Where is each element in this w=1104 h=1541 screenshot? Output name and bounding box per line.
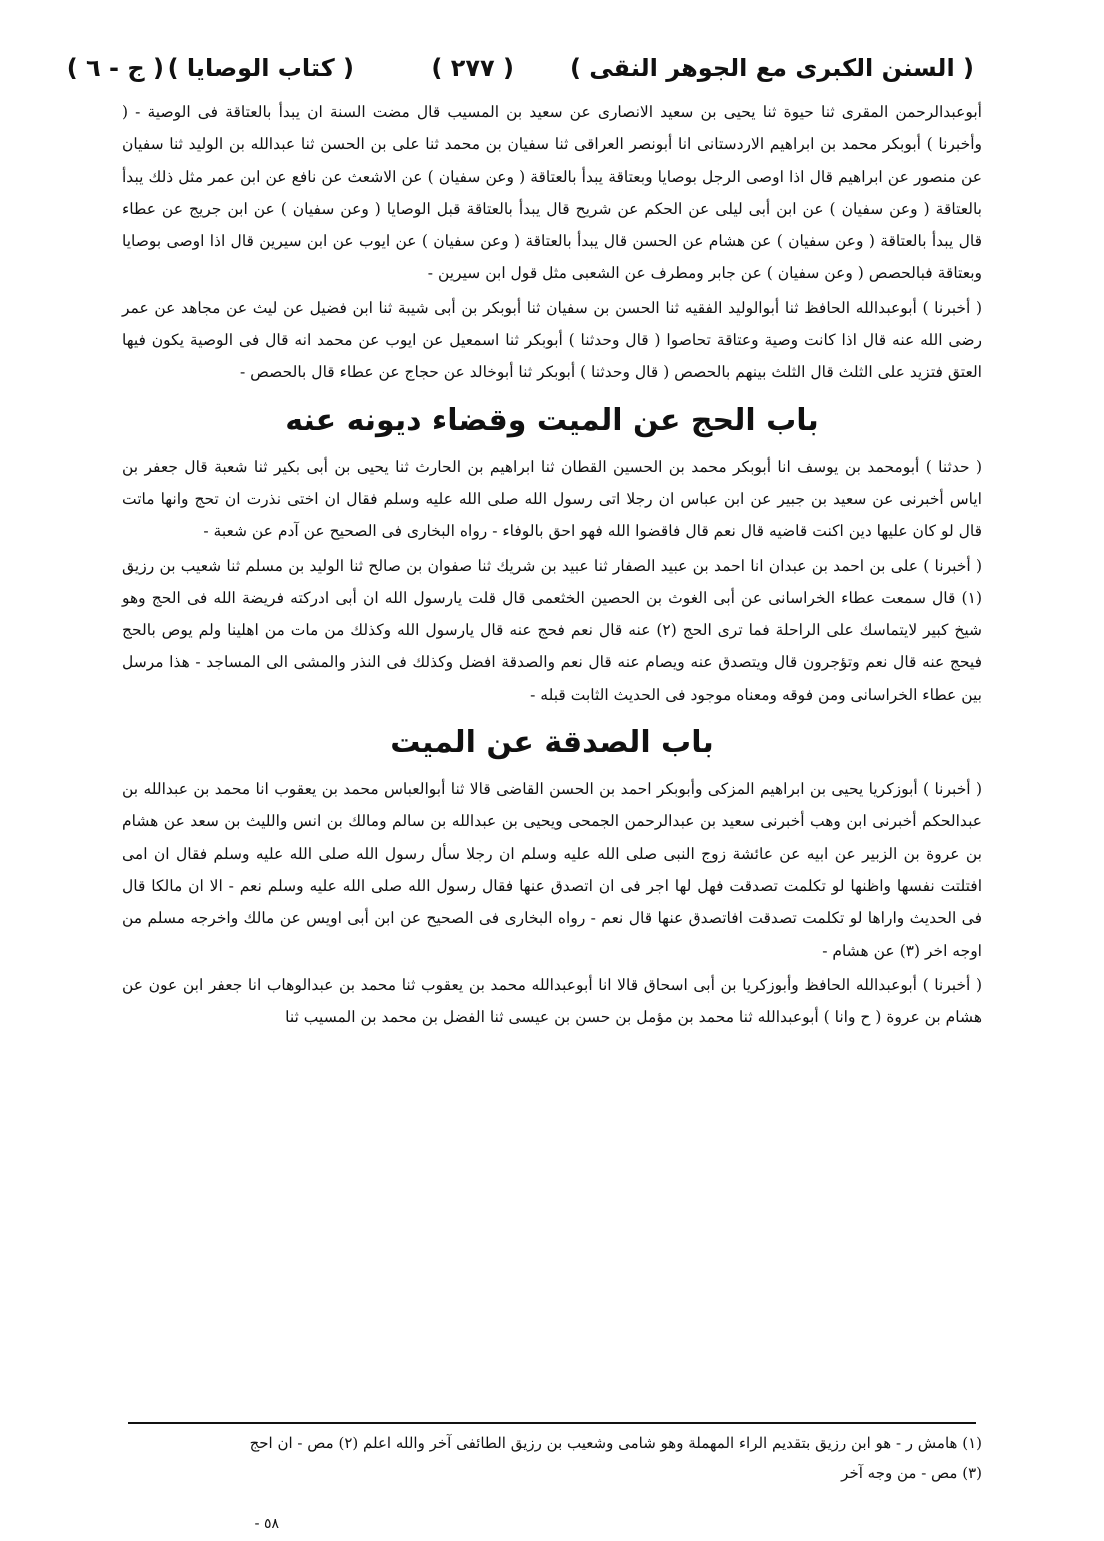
footnote-line: (٣) مص - من وجه آخر xyxy=(841,1464,982,1482)
main-text xyxy=(122,96,982,1033)
footnote-divider xyxy=(128,1422,976,1424)
section-heading-hajj: باب الحج عن الميت وقضاء ديونه عنه xyxy=(285,402,819,438)
paragraph: ( أخبرنا ) أبوعبدالله الحافظ ثنا أبوالوليد الفقيه ثنا الحسن بن سفيان ثنا أبوبكر بن أبى شيبة ثنا ابن فضيل عن ليث عن مجاهد عن عمر رضى الله عنه قال اذا كانت وصية وعتاقة تحاصوا ( قال وحدثنا ) أبوبكر ثنا اسمعيل عن ايوب عن محمد انه قال فى الوصية يكون فيها العتق فتزيد على الثلث قال الثلث بينهم بالحصص ( قال وحدثنا ) أبوبكر ثنا أبوخالد عن حجاج عن عطاء قال بالحصص - xyxy=(122,298,982,382)
footnotes xyxy=(122,1428,982,1488)
header-book-title: ( كتاب الوصايا ) xyxy=(167,54,354,82)
paragraph: ( أخبرنا ) أبوزكريا يحيى بن ابراهيم المزكى وأبوبكر احمد بن الحسن القاضى قالا ثنا أبوالعباس محمد بن يعقوب انا محمد بن عبدالله بن عبدالحكم أخبرنى ابن وهب أخبرنى سعيد بن عبدالرحمن الجمحى ويحيى بن عبدالله بن سالم ومالك بن انس والليث بن سعد عن هشام بن عروة بن الزبير عن ابيه عن عائشة زوج النبى صلى الله عليه وسلم ان رجلا سأل رسول الله صلى الله عليه وسلم فقال ان امى افتلتت نفسها واظنها لو تكلمت تصدقت فهل لها اجر فى ان اتصدق عنها فقال رسول الله صلى الله عليه وسلم نعم - الا ان مالكا قال فى الحديث واراها لو تكلمت تصدقت افاتصدق عنها قال نعم - رواه البخارى فى الصحيح عن ابن أبى اويس عن مالك واخرجه مسلم من اوجه اخر (٣) عن هشام - xyxy=(122,780,982,960)
paragraph: ( أخبرنا ) على بن احمد بن عبدان انا احمد بن عبيد الصفار ثنا عبيد بن شريك ثنا صفوان بن صالح ثنا الوليد بن مسلم ثنا شعيب بن رزيق (١) قال سمعت عطاء الخراسانى عن أبى الغوث بن الحصين الخثعمى قال قلت يارسول الله ان أبى ادركته فريضة الله فى الحج وهو شيخ كبير لايتماسك على الراحلة فما ترى الحج (٢) عنه قال نعم فحج عنه قال يارسول الله وكذلك من مات من اهلينا ولم يوص بالحج فيحج عنه قال نعم وتؤجرون قال ويتصدق عنه ويصام عنه قال نعم والصدقة افضل وكذلك فى النذر والمشى الى المساجد - هذا مرسل بين عطاء الخراسانى ومن فوقه ومعناه موجود فى الحديث الثابت قبله - xyxy=(122,556,982,704)
header-title: ( السنن الكبرى مع الجوهر النقى ) xyxy=(569,54,974,82)
footnote-line: (١) هامش ر - هو ابن رزيق بتقديم الراء المهملة وهو شامى وشعيب بن رزيق الطائفى آخر والله اعلم (٢) مص - ان احج xyxy=(249,1434,982,1452)
section-heading-sadaqa: باب الصدقة عن الميت xyxy=(390,725,714,761)
paragraph: ( أخبرنا ) أبوعبدالله الحافظ وأبوزكريا بن أبى اسحاق قالا انا أبوعبدالله محمد بن يعقوب ثنا محمد بن عبدالوهاب انا جعفر ابن عون عن هشام بن عروة ( ح وانا ) أبوعبدالله ثنا محمد بن مؤمل بن حسن بن عيسى ثنا الفضل بن محمد بن المسيب ثنا xyxy=(122,975,982,1027)
header-page-number: ( ٢٧٧ ) xyxy=(431,54,514,82)
paragraph: ( حدثنا ) أبومحمد بن يوسف انا أبوبكر محمد بن الحسين القطان ثنا ابراهيم بن الحارث ثنا يحيى بن أبى بكير ثنا شعبة قال جعفر بن اياس أخبرنى عن سعيد بن جبير عن ابن عباس ان رجلا اتى رسول الله صلى الله عليه وسلم فقال ان اختى نذرت ان تحج وانها ماتت قال لو كان عليها دين اكنت قاضيه قال نعم قال فاقضوا الله فهو احق بالوفاء - رواه البخارى فى الصحيح عن آدم عن شعبة - xyxy=(122,457,982,541)
header-volume: ( ج - ٦ ) xyxy=(66,54,164,82)
page-signature-mark: - ٥٨ xyxy=(254,1516,279,1532)
page-header xyxy=(66,54,974,90)
paragraph: أبوعبدالرحمن المقرى ثنا حيوة ثنا يحيى بن سعيد الانصارى عن سعيد بن المسيب قال مضت السنة ان يبدأ بالعتاقة فى الوصية - ( وأخبرنا ) أبوبكر محمد بن ابراهيم الاردستانى انا أبونصر العراقى ثنا سفيان بن محمد ثنا على بن الحسن ثنا عبدالله بن الوليد ثنا سفيان عن منصور عن ابراهيم قال اذا اوصى الرجل بوصايا وبعتاقة يبدأ بالعتاقة ( وعن سفيان ) عن الاشعث عن نافع عن ابن عمر مثل ذلك يبدأ بالعتاقة ( وعن سفيان ) عن ابن أبى ليلى عن الحكم عن شريح قال يبدأ بالعتاقة قبل الوصايا ( وعن سفيان ) عن ابن جريج عن عطاء قال يبدأ بالعتاقة ( وعن سفيان ) عن هشام عن الحسن قال يبدأ بالعتاقة ( وعن سفيان ) عن ايوب عن ابن سيرين قال اذا اوصى بوصايا وبعتاقة فبالحصص ( وعن سفيان ) عن جابر ومطرف عن الشعبى مثل قول ابن سيرين - xyxy=(122,103,982,283)
